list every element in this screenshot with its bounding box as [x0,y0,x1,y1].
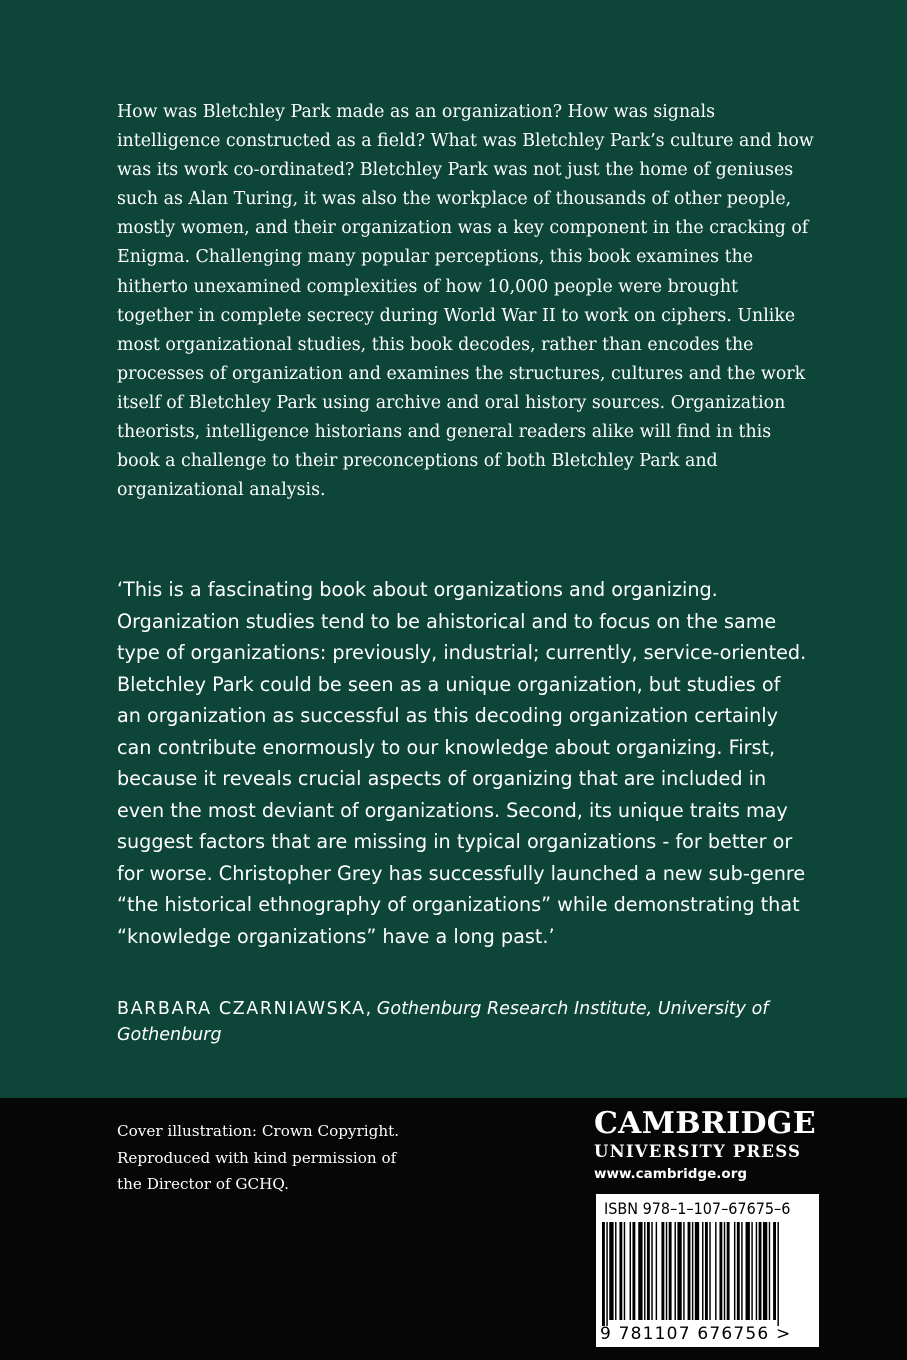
barcode-bar [688,1222,691,1320]
barcode-bar [666,1222,667,1320]
barcode-bar [773,1222,776,1320]
barcode-bars [602,1222,813,1326]
barcode-bar [647,1222,650,1320]
barcode-bar [737,1222,740,1320]
barcode-bar [695,1222,699,1320]
barcode-bar [759,1222,762,1320]
barcode-bar [615,1222,616,1320]
barcode-bar [751,1222,752,1320]
barcode-bar [624,1222,625,1320]
barcode-bar [719,1222,722,1320]
barcode-bar [632,1222,635,1320]
barcode-bar [630,1222,631,1320]
barcode-bar [661,1222,664,1320]
barcode-bar [638,1222,642,1320]
barcode-bar [741,1222,742,1320]
reviewer-affiliation: Gothenburg Research Institute, University of Gothenburg [117,999,769,1045]
cover-illustration-credit [117,1118,437,1198]
publisher-url: www.cambridge.org [594,1166,748,1182]
barcode-bar [756,1222,757,1320]
barcode-bar [619,1222,622,1320]
review-quote: ‘This is a fascinating book about organizations and organizing. Organization studies tend to be ahistorical and to focus on the same type of organizations: previously, industrial; currently, service-oriented. Bletchley Park could be seen as a unique organization, but studies of an organization as successful as this decoding organization certainly can contribute enormously to our knowledge about organizing. First, because it reveals crucial aspects of organizing that are included in even the most deviant of organizations. Second, its unique traits may suggest factors that are missing in typical organizations - for better or for worse. Christopher Grey has successfully launched a new sub-genre “the historical ethnography of organizations” while demonstrating that “knowledge organizations” have a long past.’ [117,578,807,948]
barcode-bar [651,1222,652,1320]
barcode-bar [609,1222,613,1320]
barcode-bar [746,1222,750,1320]
barcode-bar [606,1222,607,1326]
back-cover-footer [0,1098,907,1360]
barcode-bar [705,1222,708,1320]
publisher-logo [594,1106,834,1183]
credit-line: the Director of GCHQ. [117,1175,289,1193]
reviewer-name: BARBARA CZARNIAWSKA [117,999,366,1019]
barcode-bar [777,1222,778,1326]
barcode-bar [675,1222,676,1320]
attribution-separator: , [365,999,377,1019]
barcode-bar [602,1222,605,1326]
barcode-bar [702,1222,703,1320]
book-description: How was Bletchley Park made as an organization? How was signals intelligence constructed as a field? What was Bletchley Park’s culture and how was its work co-ordinated? Bletchley Park was not just the home of geniuses such as Alan Turing, it was also the workplace of thousands of other people, mostly women, and their organization was a key component in the cracking of Enigma. Challenging many popular perceptions, this book examines the hitherto unexamined complexities of how 10,000 people were brought together in complete secrecy during World War II to work on ciphers. Unlike most organizational studies, this book decodes, rather than encodes the processes of organization and examines the structures, cultures and the work itself of Bletchley Park using archive and oral history sources. Organization theorists, intelligence historians and general readers alike will find in this book a challenge to their preconceptions of both Bletchley Park and organizational analysis. [117,102,814,501]
barcode-digits: 9 781107 676756 > [600,1324,792,1344]
barcode-bar [763,1222,767,1320]
barcode-bar [644,1222,645,1320]
publisher-subtitle: UNIVERSITY PRESS [594,1142,802,1161]
barcode-bar [769,1222,770,1320]
barcode-bar [683,1222,684,1320]
barcode-bar [734,1222,735,1320]
barcode-bar [677,1222,681,1320]
publisher-name: CAMBRIDGE [594,1106,816,1141]
barcode-bar [724,1222,725,1320]
review-attribution [117,996,807,1048]
barcode-bar [715,1222,716,1320]
isbn-label: ISBN 978–1–107–67675–6 [604,1199,791,1218]
isbn-barcode [596,1194,819,1347]
barcode-bar [692,1222,693,1320]
credit-line: Reproduced with kind permission of [117,1148,397,1167]
barcode-bar [656,1222,657,1320]
credit-line: Cover illustration: Crown Copyright. [117,1122,400,1140]
barcode-bar [709,1222,710,1320]
barcode-bar [727,1222,730,1320]
barcode-bar [669,1222,672,1320]
